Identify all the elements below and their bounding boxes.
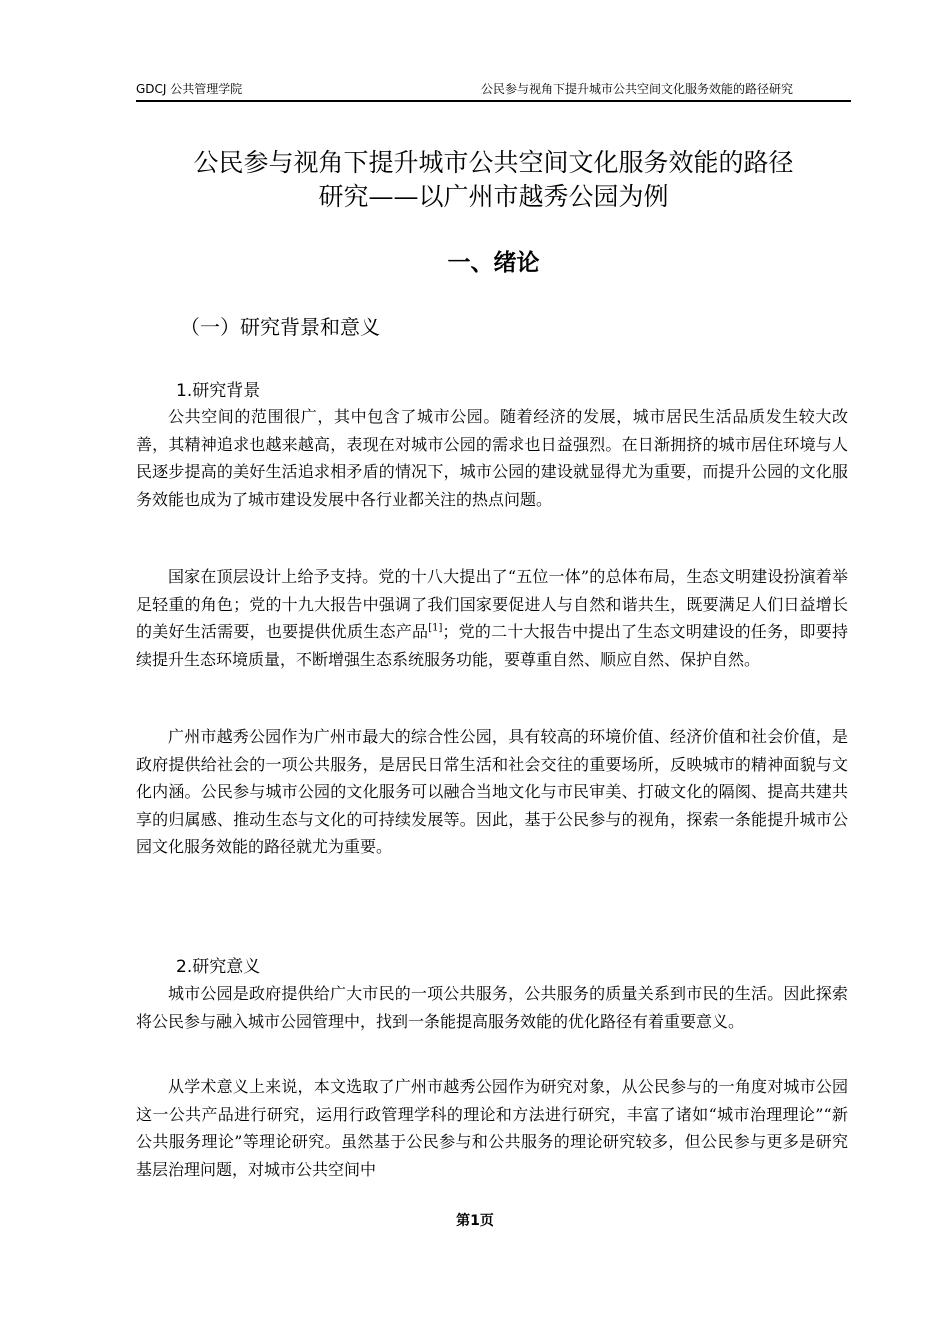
- paragraph: 公共空间的范围很广，其中包含了城市公园。随着经济的发展，城市居民生活品质发生较大改善，其精神追求也越来越高，表现在对城市公园的需求也日益强烈。在日渐拥挤的城市居住环境与人民逐步提高的美好生活追求相矛盾的情况下，城市公园的建设就显得尤为重要，而提升公园的文化服务效能也成为了城市建设发展中各行业都关注的热点问题。: [136, 407, 848, 509]
- subsection-heading-background: 1.研究背景: [176, 381, 261, 401]
- paragraph: 从学术意义上来说，本文选取了广州市越秀公园作为研究对象，从公民参与的一角度对城市公园这一公共产品进行研究，运用行政管理学科的理论和方法进行研究，丰富了诸如“城市治理理论”“新公共服务理论”等理论研究。虽然基于公民参与和公共服务的理论研究较多，但公民参与更多是研究基层治理问题，对城市公共空间中: [136, 1077, 848, 1179]
- page-number: 第1页: [456, 1213, 494, 1229]
- document-title-line1: 公民参与视角下提升城市公共空间文化服务效能的路径: [193, 148, 794, 177]
- page-header: [136, 78, 851, 102]
- paragraph: 城市公园是政府提供给广大市民的一项公共服务，公共服务的质量关系到市民的生活。因此探索将公民参与融入城市公园管理中，找到一条能提高服务效能的优化路径有着重要意义。: [136, 984, 848, 1031]
- paragraph-text: ；党的二十大报告中提出了生态文明建设的任务，即要持续提升生态环境质量，不断增强生态系统服务功能，要尊重自然、顺应自然、保护自然。: [136, 622, 848, 669]
- section-heading: （一）研究背景和意义: [180, 315, 380, 339]
- document-subtitle: ——以广州市越秀公园为例: [368, 182, 669, 211]
- header-institution: GDCJ 公共管理学院: [136, 82, 243, 96]
- paragraph: 广州市越秀公园作为广州市最大的综合性公园，具有较高的环境价值、经济价值和社会价值，是政府提供给社会的一项公共服务，是居民日常生活和社会交往的重要场所，反映城市的精神面貌与文化内涵。公民参与城市公园的文化服务可以融合当地文化与市民审美、打破文化的隔阂、提高共建共享的归属感、推动生态与文化的可持续发展等。因此，基于公民参与的视角，探索一条能提升城市公园文化服务效能的路径就尤为重要。: [136, 727, 848, 856]
- paragraph: [136, 563, 848, 673]
- document-title-main: 研究: [318, 182, 369, 211]
- document-title-line2: [136, 180, 851, 214]
- header-running-title: 公民参与视角下提升城市公共空间文化服务效能的路径研究: [480, 82, 793, 96]
- subsection-heading-significance: 2.研究意义: [176, 957, 261, 977]
- chapter-heading: 一、绪论: [447, 250, 540, 276]
- citation-ref: [1]: [428, 622, 443, 634]
- paragraph-text: 国家在顶层设计上给予支持。党的十八大提出了“五位一体”的总体布局，生态文明建设扮演着举足轻重的角色；党的十九大报告中强调了我们国家要促进人与自然和谐共生，既要满足人们日益增长的美好生活需要，也要提供优质生态产品: [136, 567, 848, 641]
